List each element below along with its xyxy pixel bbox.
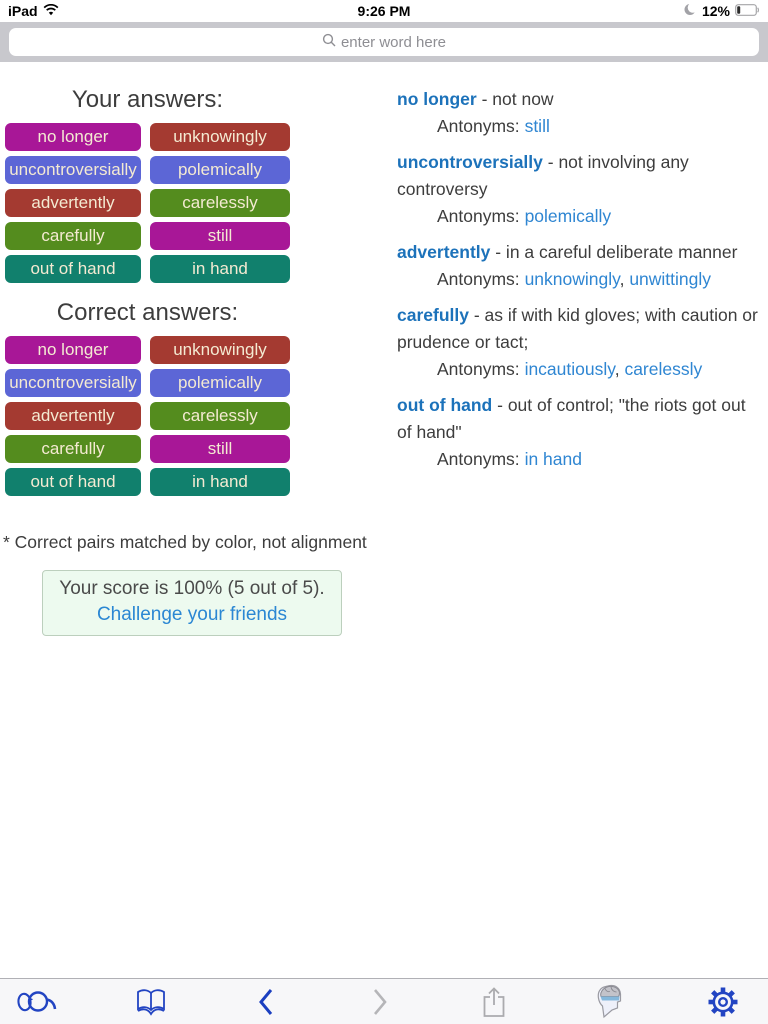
antonyms-label: Antonyms: <box>437 449 520 469</box>
your-answer-button[interactable]: advertently <box>5 189 141 217</box>
search-input[interactable] <box>9 28 759 56</box>
definition-text: - not involving any controversy <box>397 152 689 199</box>
your-answer-button[interactable]: uncontroversially <box>5 156 141 184</box>
score-box <box>42 570 342 636</box>
color-match-note: * Correct pairs matched by color, not alignment <box>3 532 367 552</box>
separator: , <box>614 359 625 379</box>
score-text: Your score is 100% (5 out of 5). <box>59 578 325 599</box>
your-answer-button[interactable]: still <box>150 222 290 250</box>
wifi-icon <box>43 3 59 19</box>
definition-entry <box>397 392 758 473</box>
definition-entry <box>397 302 758 383</box>
your-answer-button[interactable]: carelessly <box>150 189 290 217</box>
definition-entry <box>397 239 758 293</box>
correct-answer-button[interactable]: still <box>150 435 290 463</box>
your-answer-button[interactable]: no longer <box>5 123 141 151</box>
answers-column <box>0 62 397 636</box>
antonym-link[interactable]: unknowingly <box>524 269 620 289</box>
forward-icon[interactable] <box>357 983 403 1021</box>
moon-icon <box>684 3 697 19</box>
correct-answer-button[interactable]: in hand <box>150 468 290 496</box>
status-bar <box>0 0 768 22</box>
correct-answer-button[interactable]: advertently <box>5 402 141 430</box>
battery-percent: 12% <box>701 3 730 19</box>
antonym-link[interactable]: polemically <box>524 206 612 226</box>
your-answer-button[interactable]: unknowingly <box>150 123 290 151</box>
definition-entry <box>397 149 758 230</box>
share-icon[interactable] <box>471 983 517 1021</box>
antonyms-label: Antonyms: <box>437 359 520 379</box>
challenge-friends-link[interactable]: Challenge your friends <box>96 604 288 625</box>
book-icon[interactable] <box>128 983 174 1021</box>
definition-text: - as if with kid gloves; with caution or prudence or tact; <box>397 305 758 352</box>
definition-word: no longer <box>397 89 477 109</box>
definition-word: carefully <box>397 305 469 325</box>
definition-text: - not now <box>476 89 554 109</box>
definitions-column <box>397 62 768 482</box>
definition-entry <box>397 86 758 140</box>
antonym-link[interactable]: incautiously <box>524 359 615 379</box>
glasses-icon[interactable] <box>14 983 60 1021</box>
status-time: 9:26 PM <box>357 3 411 19</box>
separator: , <box>619 269 630 289</box>
correct-answer-button[interactable]: uncontroversially <box>5 369 141 397</box>
correct-answer-button[interactable]: unknowingly <box>150 336 290 364</box>
brain-icon[interactable] <box>586 983 632 1021</box>
search-bar-strip <box>0 22 768 62</box>
your-answer-button[interactable]: carefully <box>5 222 141 250</box>
correct-answer-button[interactable]: carefully <box>5 435 141 463</box>
correct-answer-button[interactable]: carelessly <box>150 402 290 430</box>
your-answers-title: Your answers: <box>71 86 224 113</box>
your-answer-button[interactable]: out of hand <box>5 255 141 283</box>
antonym-link[interactable]: unwittingly <box>629 269 712 289</box>
search-placeholder: enter word here <box>340 33 447 51</box>
correct-answers-title: Correct answers: <box>56 299 239 326</box>
main-content <box>0 62 768 636</box>
antonyms-label: Antonyms: <box>437 116 520 136</box>
definition-word: uncontroversially <box>397 152 543 172</box>
definition-word: advertently <box>397 242 491 262</box>
antonyms-line <box>397 266 758 293</box>
correct-answer-button[interactable]: out of hand <box>5 468 141 496</box>
your-answer-button[interactable]: in hand <box>150 255 290 283</box>
antonym-link[interactable]: carelessly <box>624 359 703 379</box>
settings-icon[interactable] <box>700 983 746 1021</box>
antonyms-label: Antonyms: <box>437 206 520 226</box>
antonyms-line <box>397 356 758 383</box>
correct-answer-button[interactable]: no longer <box>5 336 141 364</box>
correct-answer-button[interactable]: polemically <box>150 369 290 397</box>
bottom-toolbar <box>0 978 768 1024</box>
antonym-link[interactable]: in hand <box>524 449 582 469</box>
back-icon[interactable] <box>243 983 289 1021</box>
definition-word: out of hand <box>397 395 493 415</box>
antonym-link[interactable]: still <box>524 116 550 136</box>
antonyms-label: Antonyms: <box>437 269 520 289</box>
antonyms-line <box>397 113 758 140</box>
antonyms-line <box>397 203 758 230</box>
battery-icon <box>735 3 760 19</box>
your-answer-button[interactable]: polemically <box>150 156 290 184</box>
device-label: iPad <box>8 3 38 19</box>
definition-text: - out of control; "the riots got out of hand" <box>397 395 746 442</box>
search-icon <box>322 33 336 51</box>
your-answers-grid <box>5 123 290 283</box>
correct-answers-grid <box>5 336 290 496</box>
definition-text: - in a careful deliberate manner <box>490 242 738 262</box>
antonyms-line <box>397 446 758 473</box>
